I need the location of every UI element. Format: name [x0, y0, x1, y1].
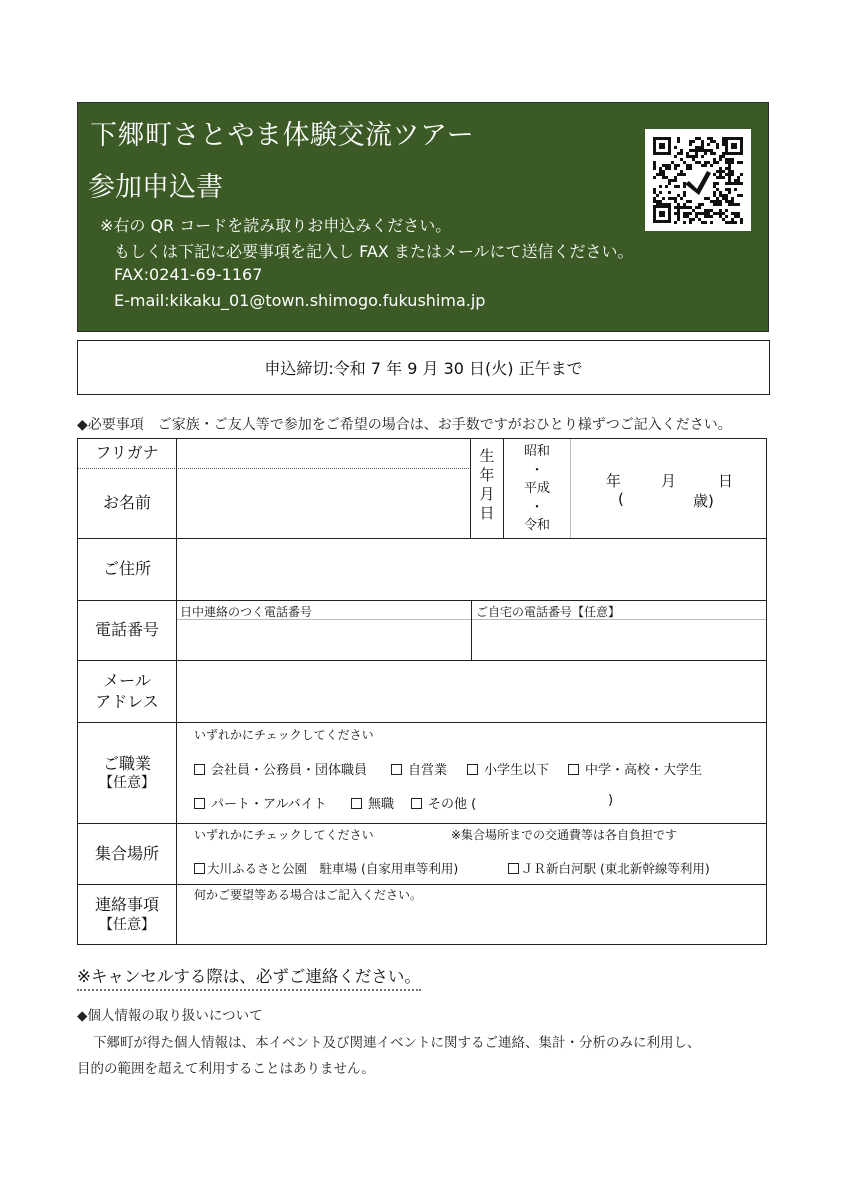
age-open: ( [618, 490, 624, 508]
checkbox[interactable] [568, 764, 579, 775]
occupation-label: ご職業 【任意】 [99, 753, 155, 792]
checkbox[interactable] [411, 798, 422, 809]
daytime-phone-input[interactable] [178, 621, 468, 659]
occupation-option-part-time[interactable]: パート・アルバイト [194, 793, 327, 812]
contact-notes-hint: 何かご要望等ある場合はご記入ください。 [194, 888, 423, 902]
privacy-heading: ◆個人情報の取り扱いについて [77, 1008, 263, 1024]
occupation-option-employee[interactable]: 会社員・公務員・団体職員 [194, 759, 367, 778]
era-heisei[interactable]: 平成 [523, 481, 550, 496]
deadline-text: 申込締切:令和 7 年 9 月 30 日(火) 正午まで [264, 359, 583, 378]
required-note: ◆必要事項 ご家族・ご友人等で参加をご希望の場合は、お手数ですがおひとり様ずつご記入ください。 [77, 417, 732, 433]
name-label: お名前 [102, 493, 151, 513]
email-label: メール アドレス [95, 670, 159, 711]
checkbox[interactable] [194, 764, 205, 775]
privacy-text-line-1: 下郷町が得た個人情報は、本イベント及び関連イベントに関するご連絡、集計・分析のみに利用し、 [93, 1035, 701, 1051]
occupation-option-unemployed[interactable]: 無職 [351, 793, 394, 812]
checkbox[interactable] [351, 798, 362, 809]
daytime-phone-label: 日中連絡のつく電話番号 [180, 605, 313, 619]
privacy-text-line-2: 目的の範囲を超えて利用することはありません。 [77, 1061, 375, 1077]
address-input[interactable] [178, 540, 763, 598]
era-showa[interactable]: 昭和 [523, 444, 550, 459]
era-reiwa[interactable]: 令和 [523, 518, 550, 533]
meeting-instruction: いずれかにチェックしてください [194, 828, 374, 842]
occupation-option-elementary[interactable]: 小学生以下 [467, 759, 549, 778]
month-label: 月 [661, 472, 677, 490]
meeting-place-label: 集合場所 [94, 843, 159, 863]
phone-label: 電話番号 [94, 620, 159, 640]
checkbox[interactable] [194, 863, 205, 874]
checkbox[interactable] [391, 764, 402, 775]
fax-number: FAX:0241-69-1167 [114, 265, 263, 284]
page-subtitle: 参加申込書 [88, 172, 223, 203]
address-label: ご住所 [102, 559, 151, 579]
year-label: 年 [606, 472, 622, 490]
home-phone-input[interactable] [474, 621, 764, 659]
qr-code-icon[interactable] [645, 129, 751, 231]
occupation-option-other[interactable]: その他 ( [411, 793, 476, 812]
furigana-label: フリガナ [95, 443, 159, 463]
other-close-paren: ) [608, 793, 614, 808]
header-banner [77, 102, 769, 332]
qr-note: ※右の QR コードを読み取りお申込みください。 [100, 216, 452, 235]
birth-date-label: 生 年 月 日 [479, 447, 495, 522]
deadline-box [77, 340, 770, 395]
era-selector[interactable]: 昭和 ・ 平成 ・ 令和 [505, 443, 569, 536]
cancel-note: ※キャンセルする際は、必ずご連絡ください。 [77, 963, 421, 991]
alt-note: もしくは下記に必要事項を記入し FAX またはメールにて送信ください。 [114, 242, 634, 261]
meeting-option-okawa-park[interactable]: 大川ふるさと公園 駐車場 (自家用車等利用) [194, 859, 458, 877]
meeting-cost-note: ※集合場所までの交通費等は各自負担です [451, 828, 678, 842]
contact-notes-label: 連絡事項 【任意】 [94, 895, 159, 933]
email-input[interactable] [178, 662, 763, 720]
checkbox[interactable] [467, 764, 478, 775]
occupation-option-self-employed[interactable]: 自営業 [391, 759, 447, 778]
home-phone-label: ご自宅の電話番号【任意】 [476, 605, 621, 619]
checkbox[interactable] [194, 798, 205, 809]
age-label: 歳) [693, 492, 714, 510]
checkbox[interactable] [508, 863, 519, 874]
application-form-table [77, 438, 767, 945]
email-address: E-mail:kikaku_01@town.shimogo.fukushima.jp [114, 291, 486, 310]
page-title: 下郷町さとやま体験交流ツアー [90, 120, 475, 151]
meeting-option-shin-shirakawa[interactable]: ＪＲ新白河駅 (東北新幹線等利用) [508, 859, 710, 877]
contact-notes-input[interactable] [178, 901, 763, 941]
occupation-option-student[interactable]: 中学・高校・大学生 [568, 759, 702, 778]
name-input[interactable] [178, 470, 468, 536]
furigana-input[interactable] [178, 440, 468, 467]
day-label: 日 [718, 472, 734, 490]
occupation-instruction: いずれかにチェックしてください [194, 728, 374, 742]
